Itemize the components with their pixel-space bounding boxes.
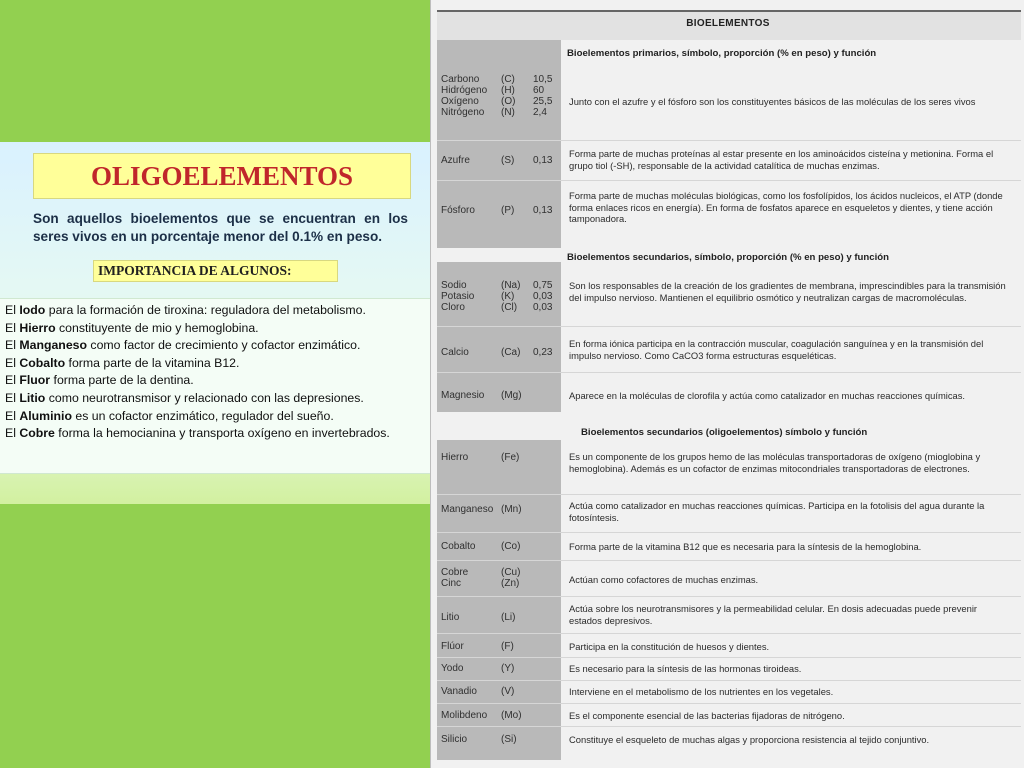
fact-item: El Aluminio es un cofactor enzimático, regulador del sueño. <box>5 408 334 423</box>
element-name: Fósforo <box>441 205 475 216</box>
element-name: Flúor <box>441 641 464 652</box>
row-divider <box>437 494 1021 495</box>
element-name: Sodio Potasio Cloro <box>441 280 475 313</box>
element-name: Yodo <box>441 663 464 674</box>
row-divider <box>437 633 1021 634</box>
row-divider <box>437 596 1021 597</box>
fact-item: El Litio como neurotransmisor y relacionado con las depresiones. <box>5 390 364 405</box>
element-symbol: (Y) <box>501 663 515 674</box>
element-name: Cobalto <box>441 541 476 552</box>
definition-text: Son aquellos bioelementos que se encuentran en los seres vivos en un porcentaje menor del 0.1% en peso. <box>33 211 408 244</box>
element-symbol: (S) <box>501 155 515 166</box>
row-divider <box>437 180 1021 181</box>
fact-item: El Hierro constituyente de mio y hemoglobina. <box>5 320 259 335</box>
element-symbol: (Si) <box>501 734 517 745</box>
fact-item: El Fluor forma parte de la dentina. <box>5 373 194 388</box>
element-symbol: (Li) <box>501 612 516 623</box>
row-divider <box>437 657 1021 658</box>
element-function: Interviene en el metabolismo de los nutrientes en los vegetales. <box>569 686 834 697</box>
element-function: Constituye el esqueleto de muchas algas y proporciona resistencia al tejido conjuntivo. <box>569 734 930 745</box>
element-symbol: (P) <box>501 205 515 216</box>
element-symbol: (Mg) <box>501 390 522 401</box>
element-percent: 0,13 <box>533 155 553 166</box>
element-function: Forma parte de muchas moléculas biológicas, como los fosfolípidos, los ácidos nucleicos, el ATP (donde forma enlaces ricos en energía). En forma de fosfatos aparece en esqueletos y dientes, y tiene acción tamponadora. <box>569 190 1003 225</box>
element-function: Forma parte de la vitamina B12 que es necesaria para la síntesis de la hemoglobina. <box>569 541 922 552</box>
slide-title <box>33 153 411 199</box>
element-symbol: (Mn) <box>501 504 522 515</box>
element-percent: 0,13 <box>533 205 553 216</box>
element-function: Participa en la constitución de huesos y dientes. <box>569 641 770 652</box>
element-function: Actúan como cofactores de muchas enzimas. <box>569 574 759 585</box>
element-name: Calcio <box>441 347 469 358</box>
element-function: Actúa como catalizador en muchas reacciones químicas. Participa en la fotolisis del agua durante la fotosíntesis. <box>569 500 985 523</box>
element-symbol: (Na) (K) (Cl) <box>501 280 521 313</box>
element-name: Molibdeno <box>441 710 488 721</box>
table-top-rule <box>437 10 1021 12</box>
element-function: Actúa sobre los neurotransmisores y la permeabilidad celular. En dosis adecuadas puede prevenir estados depresivos. <box>569 603 978 626</box>
importance-heading-text: IMPORTANCIA DE ALGUNOS: <box>98 263 292 278</box>
element-function: En forma iónica participa en la contracción muscular, coagulación sanguínea y en la transmisión del impulso nervioso. Como CaCO3 forma estructuras esqueléticas. <box>569 338 984 361</box>
table-title: BIOELEMENTOS <box>686 18 770 29</box>
element-function: Es el componente esencial de las bacterias fijadoras de nitrógeno. <box>569 710 845 721</box>
fact-item: El Iodo para la formación de tiroxina: reguladora del metabolismo. <box>5 303 366 317</box>
section-heading: Bioelementos secundarios (oligoelementos) símbolo y función <box>581 427 868 438</box>
row-divider <box>437 372 1021 373</box>
element-symbol: (Cu) (Zn) <box>501 567 521 589</box>
name-column-band <box>437 40 561 248</box>
facts-list <box>0 298 430 474</box>
element-symbol: (Co) <box>501 541 521 552</box>
element-function: Son los responsables de la creación de los gradientes de membrana, imprescindibles para la transmisión del impulso nervioso. Mantienen el equilibrio osmótico y neutralizan cargas de macromoléculas. <box>569 280 1006 303</box>
section-heading: Bioelementos primarios, símbolo, proporción (% en peso) y función <box>567 48 877 59</box>
section-heading: Bioelementos secundarios, símbolo, proporción (% en peso) y función <box>567 252 889 263</box>
row-divider <box>437 140 1021 141</box>
element-symbol: (Ca) <box>501 347 521 358</box>
element-name: Magnesio <box>441 390 485 401</box>
element-function: Aparece en la moléculas de clorofila y actúa como catalizador en muchas reacciones químicas. <box>569 390 966 401</box>
element-name: Silicio <box>441 734 468 745</box>
element-name: Litio <box>441 612 460 623</box>
fact-item: El Cobalto forma parte de la vitamina B12. <box>5 355 240 370</box>
element-name: Hierro <box>441 452 469 463</box>
element-symbol: (Mo) <box>501 710 522 721</box>
bioelements-table <box>430 0 1024 768</box>
row-divider <box>437 532 1021 533</box>
importance-heading <box>93 260 338 282</box>
row-divider <box>437 726 1021 727</box>
element-percent: 0,23 <box>533 347 553 358</box>
slide-title-text: OLIGOELEMENTOS <box>90 160 354 191</box>
element-function: Forma parte de muchas proteínas al estar presente en los aminoácidos cisteína y metionina. Forma el grupo tiol (-SH), responsable de la actividad catalítica de muchas enzimas. <box>569 148 994 171</box>
row-divider <box>437 326 1021 327</box>
fact-item: El Cobre forma la hemocianina y transporta oxígeno en invertebrados. <box>5 426 390 441</box>
element-name: Cobre Cinc <box>441 567 469 589</box>
element-function: Junto con el azufre y el fósforo son los constituyentes básicos de las moléculas de los seres vivos <box>569 96 976 107</box>
row-divider <box>437 680 1021 681</box>
element-function: Es un componente de los grupos hemo de las moléculas transportadoras de oxígeno (mioglobina y hemoglobina). Además es un cofactor de enzimas mitocondriales transportadoras de electrones. <box>569 451 981 474</box>
element-percent: 0,75 0,03 0,03 <box>533 280 553 313</box>
element-function: Es necesario para la síntesis de las hormonas tiroideas. <box>569 663 802 674</box>
row-divider <box>437 703 1021 704</box>
element-symbol: (C) (H) (O) (N) <box>501 74 516 118</box>
element-name: Carbono Hidrógeno Oxígeno Nitrógeno <box>441 74 488 118</box>
element-name: Manganeso <box>441 504 494 515</box>
element-percent: 10,5 60 25,5 2,4 <box>533 74 553 118</box>
element-symbol: (V) <box>501 686 515 697</box>
element-name: Vanadio <box>441 686 477 697</box>
element-symbol: (F) <box>501 641 514 652</box>
fact-item: El Manganeso como factor de crecimiento y cofactor enzimático. <box>5 338 361 353</box>
element-name: Azufre <box>441 155 470 166</box>
row-divider <box>437 560 1021 561</box>
element-symbol: (Fe) <box>501 452 520 463</box>
